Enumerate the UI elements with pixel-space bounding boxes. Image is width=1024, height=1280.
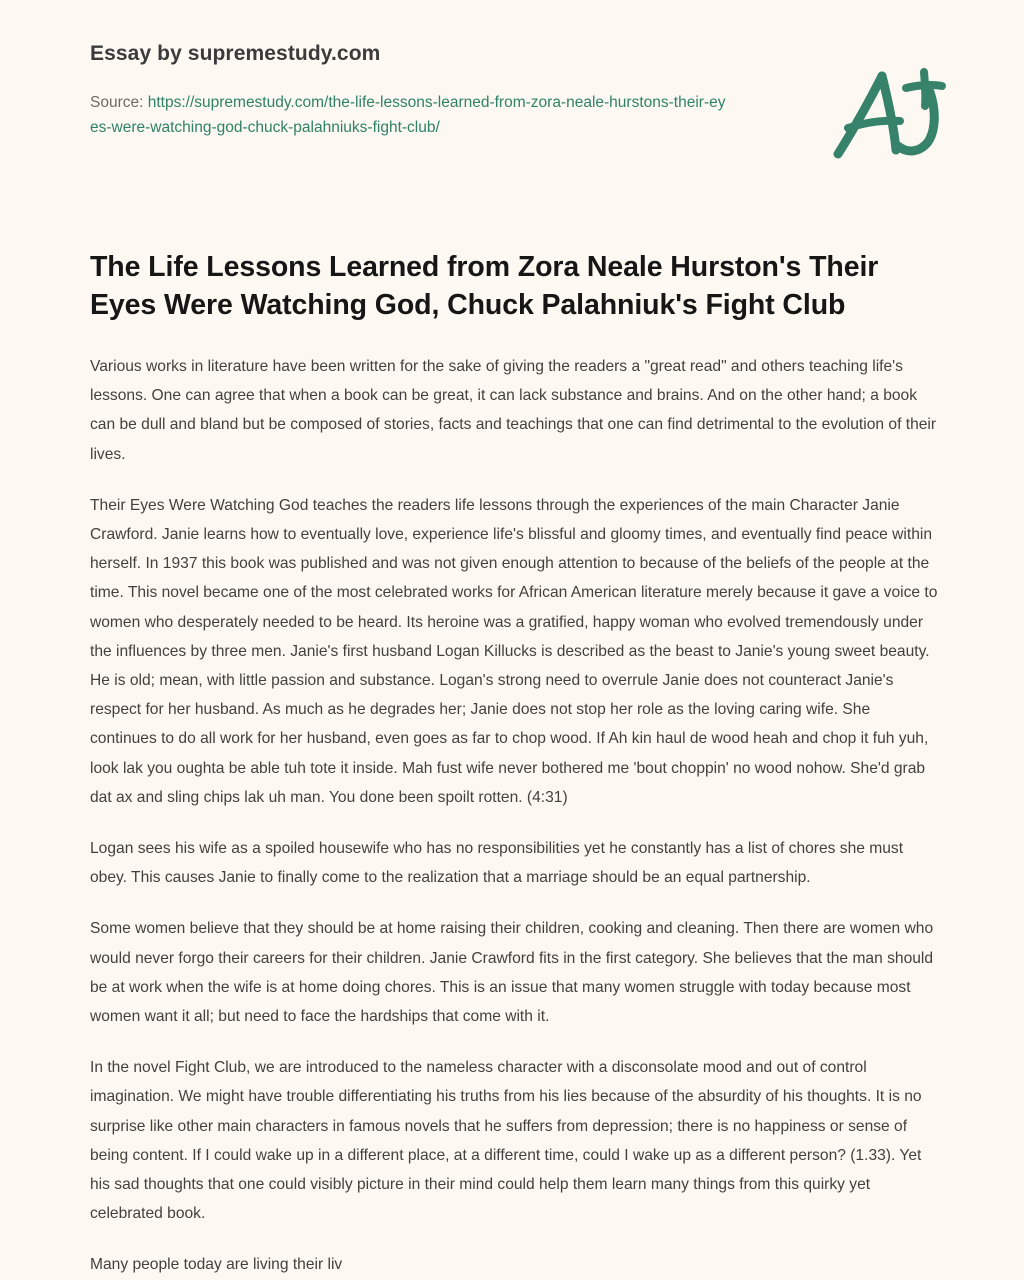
article-body — [90, 352, 938, 1280]
paragraph: Various works in literature have been written for the sake of giving the readers a "great read" and others teaching life's lessons. One can agree that when a book can be great, it can lack substance and brains. And on the other hand; a book can be dull and bland but be composed of stories, facts and teachings that one can find detrimental to the evolution of their lives. — [90, 358, 937, 463]
paragraph: Their Eyes Were Watching God teaches the readers life lessons through the experiences of the main Character Janie Crawford. Janie learns how to eventually love, experience life's blissful and gloomy times, and eventually find peace within herself. In 1937 this book was published and was not given enough attention to because of the beliefs of the people at the time. This novel became one of the most celebrated works for African American literature merely because it gave a voice to women who desperately needed to be heard. Its heroine was a gratified, happy woman who evolved tremendously under the influences by three men. Janie's first husband Logan Killucks is described as the beast to Janie's young sweet beauty. He is old; mean, with little passion and substance. Logan's strong need to overrule Janie does not counteract Janie's respect for her husband. As much as he degrades her; Janie does not stop her role as the loving caring wife. She continues to do all work for her husband, even goes as far to chop wood. If Ah kin haul de wood heah and chop it fuh yuh, look lak you oughta be able tuh tote it inside. Mah fust wife never bothered me 'bout choppin' no wood nohow. She'd grab dat ax and sling chips lak uh man. You done been spoilt rotten. (4:31) — [90, 496, 938, 806]
paragraph: Some women believe that they should be at home raising their children, cooking and cleaning. Then there are women who would never forgo their careers for their children. Janie Crawford fits in the first category. She believes that the man should be at work when the wife is at home doing chores. This is an issue that many women struggle with today because most women want it all; but need to face the hardships that come with it. — [90, 920, 934, 1026]
essay-byline: Essay by supremestudy.com — [90, 42, 381, 65]
source-label: Source: — [90, 94, 144, 111]
source-line — [90, 90, 730, 140]
paragraph: Many people today are living their liv — [90, 1256, 343, 1274]
paragraph: In the novel Fight Club, we are introduced to the nameless character with a disconsolate mood and out of control imagination. We might have trouble differentiating his truths from his lies because of the absurdity of his thoughts. It is no surprise like other main characters in famous novels that he suffers from depression; there is no happiness or sense of being content. If I could wake up in a different place, at a different time, could I wake up as a different person? (1.33). Yet his sad thoughts that one could visibly picture in their mind could help them learn many things from this quirky yet celebrated book. — [90, 1059, 922, 1223]
page-title: The Life Lessons Learned from Zora Neale Hurston's Their Eyes Were Watching God, Chuck Palahniuk's Fight Club — [90, 251, 879, 321]
paragraph: Logan sees his wife as a spoiled housewife who has no responsibilities yet he constantly has a list of chores she must obey. This causes Janie to finally come to the realization that a marriage should be an equal partnership. — [90, 840, 904, 887]
source-url-link[interactable]: https://supremestudy.com/the-life-lessons-learned-from-zora-neale-hurstons-their-eyes-were-watching-god-chuck-palahniuks-fight-club/ — [90, 94, 726, 136]
a-plus-logo-icon — [822, 58, 962, 168]
